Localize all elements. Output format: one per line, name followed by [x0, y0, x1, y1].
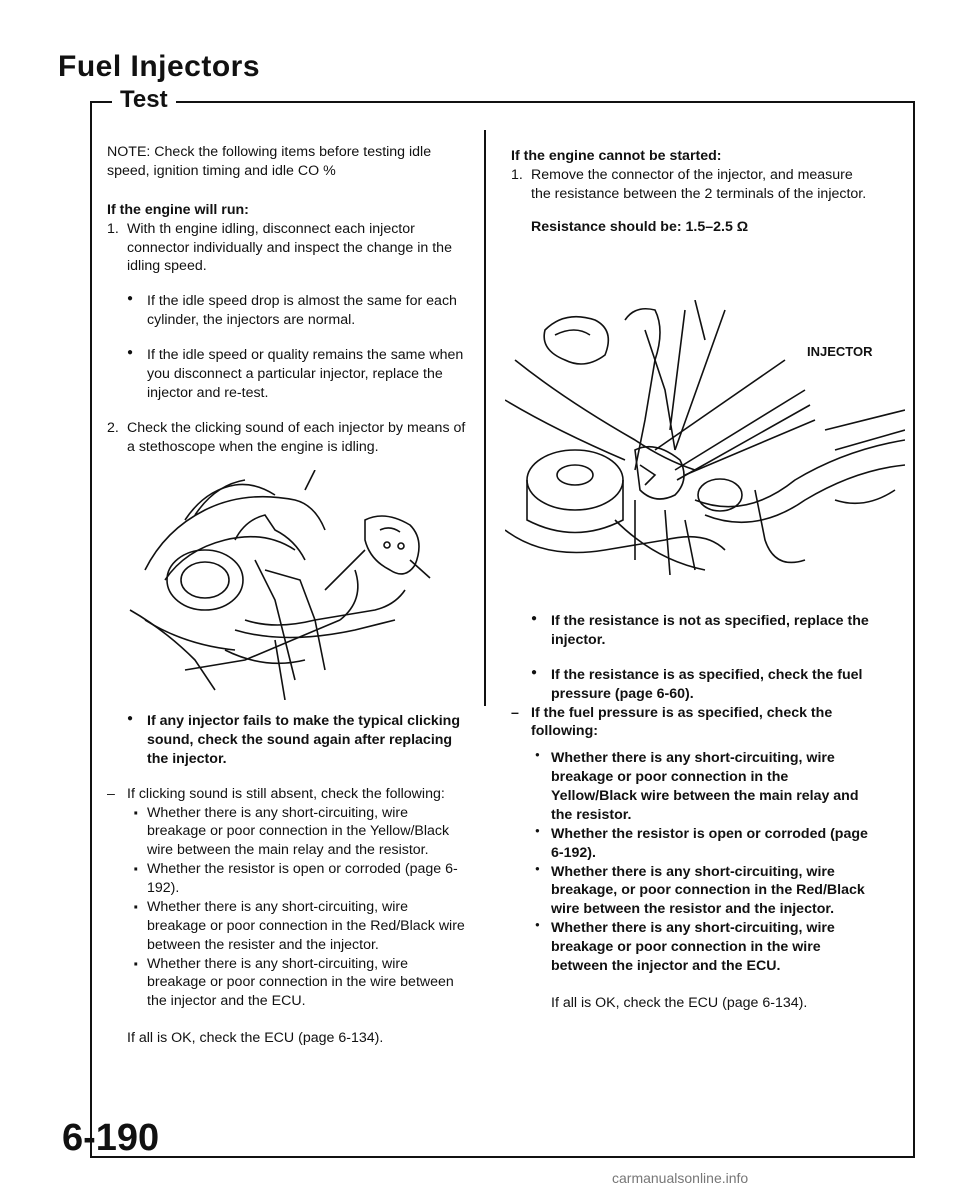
watermark: carmanualsonline.info — [612, 1170, 749, 1186]
idle-drop-bullet: ● If the idle speed drop is almost the same for each cylinder, the injectors are normal. — [127, 292, 467, 330]
frame-left-rule — [90, 101, 92, 1158]
check-red-black: · Whether there is any short-circuiting, wire breakage or poor connection in the Red/Black wire between the resister and the injector. — [127, 898, 467, 955]
step-1-number: 1. — [107, 220, 119, 237]
fuel-pressure-dash: – If the fuel pressure is as specified, check the following: — [511, 704, 871, 742]
left-column-bottom — [107, 712, 467, 1048]
idle-same-bullet: ● If the idle speed or quality remains the same when you disconnect a particular injector, replace the injector and re-test. — [127, 346, 467, 403]
step-2-number: 2. — [107, 419, 119, 436]
right-step-1-number: 1. — [511, 166, 523, 183]
resistance-spec: Resistance should be: 1.5–2.5 Ω — [531, 218, 749, 235]
cannot-start-heading: If the engine cannot be started: — [511, 148, 722, 164]
frame-top-rule — [90, 101, 915, 103]
check-ecu-wire: · Whether there is any short-circuiting, wire breakage or poor connection in the wire between the injector and the ECU. — [127, 955, 467, 1012]
injector-label: INJECTOR — [807, 344, 873, 359]
clicking-absent-dash: – If clicking sound is still absent, check the following: — [107, 785, 467, 804]
right-check-red-black: ● Whether there is any short-circuiting, wire breakage, or poor connection in the Red/Black wire between the resistor and the injector. — [531, 863, 871, 920]
resistance-not-specified-bullet: ● If the resistance is not as specified, replace the injector. — [531, 612, 871, 650]
left-final-check: If all is OK, check the ECU (page 6-134). — [127, 1030, 384, 1047]
page-number: 6-190 — [62, 1117, 160, 1159]
right-check-yellow-black: ● Whether there is any short-circuiting, wire breakage or poor connection in the Yellow/Black wire between the main relay and the resistor. — [531, 749, 871, 825]
column-divider — [484, 130, 486, 706]
right-step-1-text: Remove the connector of the injector, and measure the resistance between the 2 terminals of the injector. — [531, 166, 867, 202]
injector-resistance-illustration — [505, 300, 905, 580]
check-yellow-black: · Whether there is any short-circuiting, wire breakage or poor connection in the Yellow/Black wire between the main relay and the resistor. — [127, 804, 467, 861]
right-column-bottom — [511, 612, 871, 1013]
if-run-heading: If the engine will run: — [107, 201, 249, 218]
right-final-check: If all is OK, check the ECU (page 6-134). — [551, 994, 808, 1011]
stethoscope-engine-illustration — [125, 470, 445, 700]
resistance-specified-bullet: ● If the resistance is as specified, check the fuel pressure (page 6-60). — [531, 666, 871, 704]
step-2-text: Check the clicking sound of each injector by means of a stethoscope when the engine is idling. — [127, 419, 466, 455]
frame-bottom-rule — [90, 1156, 915, 1158]
clicking-sound-bullet: ● If any injector fails to make the typical clicking sound, check the sound again after replacing the injector. — [127, 712, 467, 769]
section-heading: Test — [112, 86, 176, 114]
step-1-text: With th engine idling, disconnect each injector connector individually and inspect the change in the idling speed. — [127, 220, 452, 275]
left-column-top — [107, 143, 467, 456]
check-resistor: · Whether the resistor is open or corroded (page 6-192). — [127, 860, 467, 898]
note-text: NOTE: Check the following items before testing idle speed, ignition timing and idle CO % — [107, 144, 432, 179]
right-column-top — [511, 147, 871, 237]
right-check-ecu-wire: ● Whether there is any short-circuiting, wire breakage or poor connection in the wire between the injector and the ECU. — [531, 919, 871, 976]
page-title: Fuel Injectors — [58, 50, 261, 83]
frame-right-rule — [913, 101, 915, 1158]
right-check-resistor: ● Whether the resistor is open or corroded (page 6-192). — [531, 825, 871, 863]
